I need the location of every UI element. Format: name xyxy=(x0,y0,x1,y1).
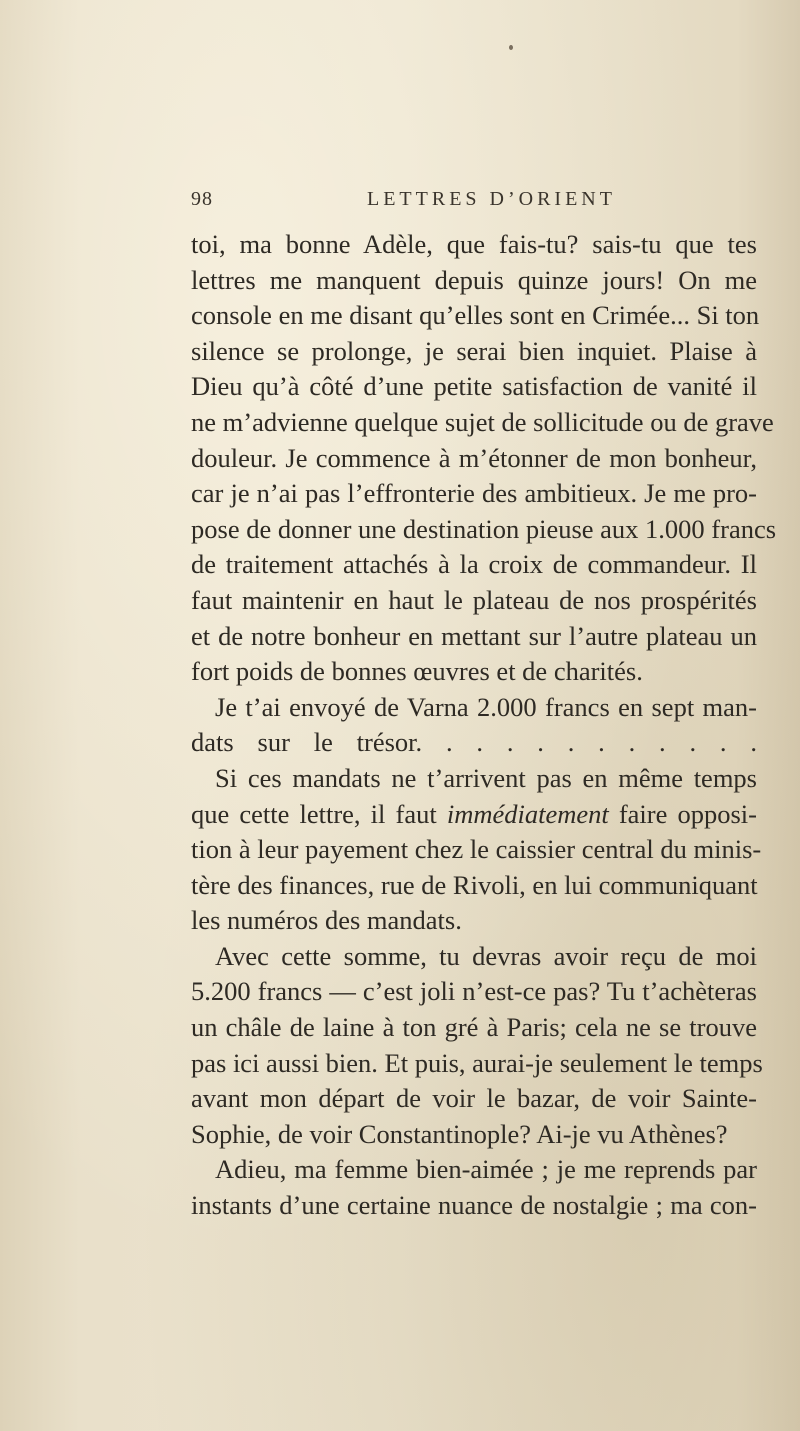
emphasis-word: immédiatement xyxy=(446,798,609,829)
text-line: et de notre bonheur en mettant sur l’autre plateau un xyxy=(191,620,757,651)
text-line: douleur. Je commence à m’étonner de mon bonheur, xyxy=(191,442,757,473)
text-line: pose de donner une destination pieuse aux 1.000 francs xyxy=(191,513,777,544)
page-header xyxy=(191,188,757,218)
text-line: faut maintenir en haut le plateau de nos prospérités xyxy=(191,584,757,615)
text-line: console en me disant qu’elles sont en Crimée... Si ton xyxy=(191,300,760,331)
text-line: Dieu qu’à côté d’une petite satisfaction de vanité il xyxy=(191,371,757,402)
text-line: tère des finances, rue de Rivoli, en lui communiquant xyxy=(191,869,758,900)
text-line: avant mon départ de voir le bazar, de voir Sainte- xyxy=(191,1083,757,1114)
text-line: instants d’une certaine nuance de nostalgie ; ma con- xyxy=(191,1190,757,1221)
text-line: ne m’advienne quelque sujet de sollicitude ou de grave xyxy=(191,406,774,437)
text-line: fort poids de bonnes œuvres et de charités. xyxy=(191,656,643,687)
text-line: un châle de laine à ton gré à Paris; cela ne se trouve xyxy=(191,1012,757,1043)
text-line: Avec cette somme, tu devras avoir reçu de moi xyxy=(215,940,757,971)
text-line: 5.200 francs — c’est joli n’est-ce pas? Tu t’achèteras xyxy=(191,976,757,1007)
ink-speck xyxy=(509,45,513,50)
letter-text xyxy=(191,227,777,1224)
text-line: les numéros des mandats. xyxy=(191,905,462,936)
text-line: Si ces mandats ne t’arrivent pas en même temps xyxy=(215,762,757,793)
text-line: Je t’ai envoyé de Varna 2.000 francs en sept man- xyxy=(215,691,757,722)
text-line: de traitement attachés à la croix de commandeur. Il xyxy=(191,549,757,580)
text-line: Sophie, de voir Constantinople? Ai-je vu Athènes? xyxy=(191,1118,728,1149)
text-line: toi, ma bonne Adèle, que fais-tu? sais-tu que tes xyxy=(191,229,757,259)
text-line: dats sur le trésor. . . . . . . . . . . . xyxy=(191,727,757,758)
text-line: car je n’ai pas l’effronterie des ambitieux. Je me pro- xyxy=(191,478,757,509)
text-line: pas ici aussi bien. Et puis, aurai-je seulement le temps xyxy=(191,1047,763,1078)
text-line: lettres me manquent depuis quinze jours! On me xyxy=(191,264,757,295)
text-line: que cette lettre, il faut immédiatement faire opposi- xyxy=(191,798,757,829)
text-line: Adieu, ma femme bien-aimée ; je me reprends par xyxy=(215,1154,757,1185)
text-line: tion à leur payement chez le caissier central du minis- xyxy=(191,834,762,865)
text-line: silence se prolonge, je serai bien inquiet. Plaise à xyxy=(191,335,757,366)
running-head: LETTRES D’ORIENT xyxy=(367,188,616,210)
page-number: 98 xyxy=(191,188,213,210)
